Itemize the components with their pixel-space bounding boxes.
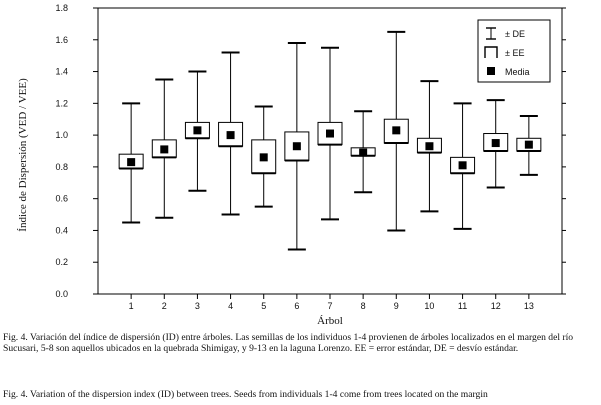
figure-caption-english: Fig. 4. Variation of the dispersion index (ID) between trees. Seeds from individuals 1-4 come from trees located on the margin [3,389,488,400]
x-tick-label: 11 [457,301,468,311]
mean-marker [492,139,500,147]
mean-marker [227,131,235,139]
y-tick-label: 0.0 [55,289,68,299]
tree-13-group [517,116,541,175]
tree-4-group [219,52,243,214]
legend-ee-label: ± EE [505,48,525,58]
mean-marker [525,141,533,149]
y-axis-title: Índice de Dispersión (VED / VEE) [17,78,29,232]
x-tick-label: 1 [128,301,134,311]
legend-mean-label: Media [505,67,530,77]
y-tick-label: 0.6 [55,193,68,204]
y-tick-label: 0.8 [55,161,68,172]
y-tick-label: 0.2 [55,257,68,268]
tree-5-group [252,107,276,207]
x-tick-label: 6 [294,301,300,311]
tree-12-group [484,100,508,187]
figure-caption-spanish: Fig. 4. Variación del índice de dispersión (ID) entre árboles. Las semillas de los individuos 1-4 provienen de árboles localizados en el margen del río Sucusari, 5-8 son aquellos ubicados en la quebrada Shimigay, y 9-13 en la laguna Lorenzo. EE = error estándar, DE = desvío estándar. [3,332,574,355]
mean-marker [326,130,334,138]
mean-marker [359,149,367,157]
x-tick-label: 10 [424,301,435,311]
y-tick-label: 1.4 [55,66,68,77]
mean-marker [193,126,201,134]
mean-marker [160,145,168,153]
x-tick-label: 12 [490,301,501,311]
y-tick-label: 1.2 [55,98,68,109]
legend-de-label: ± DE [505,29,525,39]
y-tick-label: 0.4 [55,225,68,236]
x-tick-label: 9 [393,301,399,311]
x-axis-title: Árbol [317,315,343,327]
tree-3-group [185,72,209,191]
x-tick-label: 7 [327,301,333,311]
tree-10-group [417,81,441,211]
tree-11-group [451,103,475,229]
tree-7-group [318,48,342,220]
mean-marker [392,126,400,134]
x-tick-label: 5 [261,301,267,311]
mean-marker [127,158,135,166]
x-tick-label: 2 [161,301,167,311]
y-tick-label: 1.8 [55,3,68,13]
legend-mean-symbol [487,67,495,75]
x-tick-label: 13 [523,301,534,311]
tree-1-group [119,103,143,222]
tree-6-group [285,43,309,250]
tree-8-group [351,111,375,192]
mean-marker [260,153,268,161]
x-tick-label: 3 [194,301,200,311]
mean-marker [293,142,301,150]
mean-marker [425,142,433,150]
mean-marker [459,161,467,169]
y-tick-label: 1.6 [55,34,68,45]
tree-2-group [152,80,176,218]
x-tick-label: 4 [228,301,234,311]
tree-9-group [384,32,408,231]
y-tick-label: 1.0 [55,130,68,141]
x-tick-label: 8 [360,301,366,311]
